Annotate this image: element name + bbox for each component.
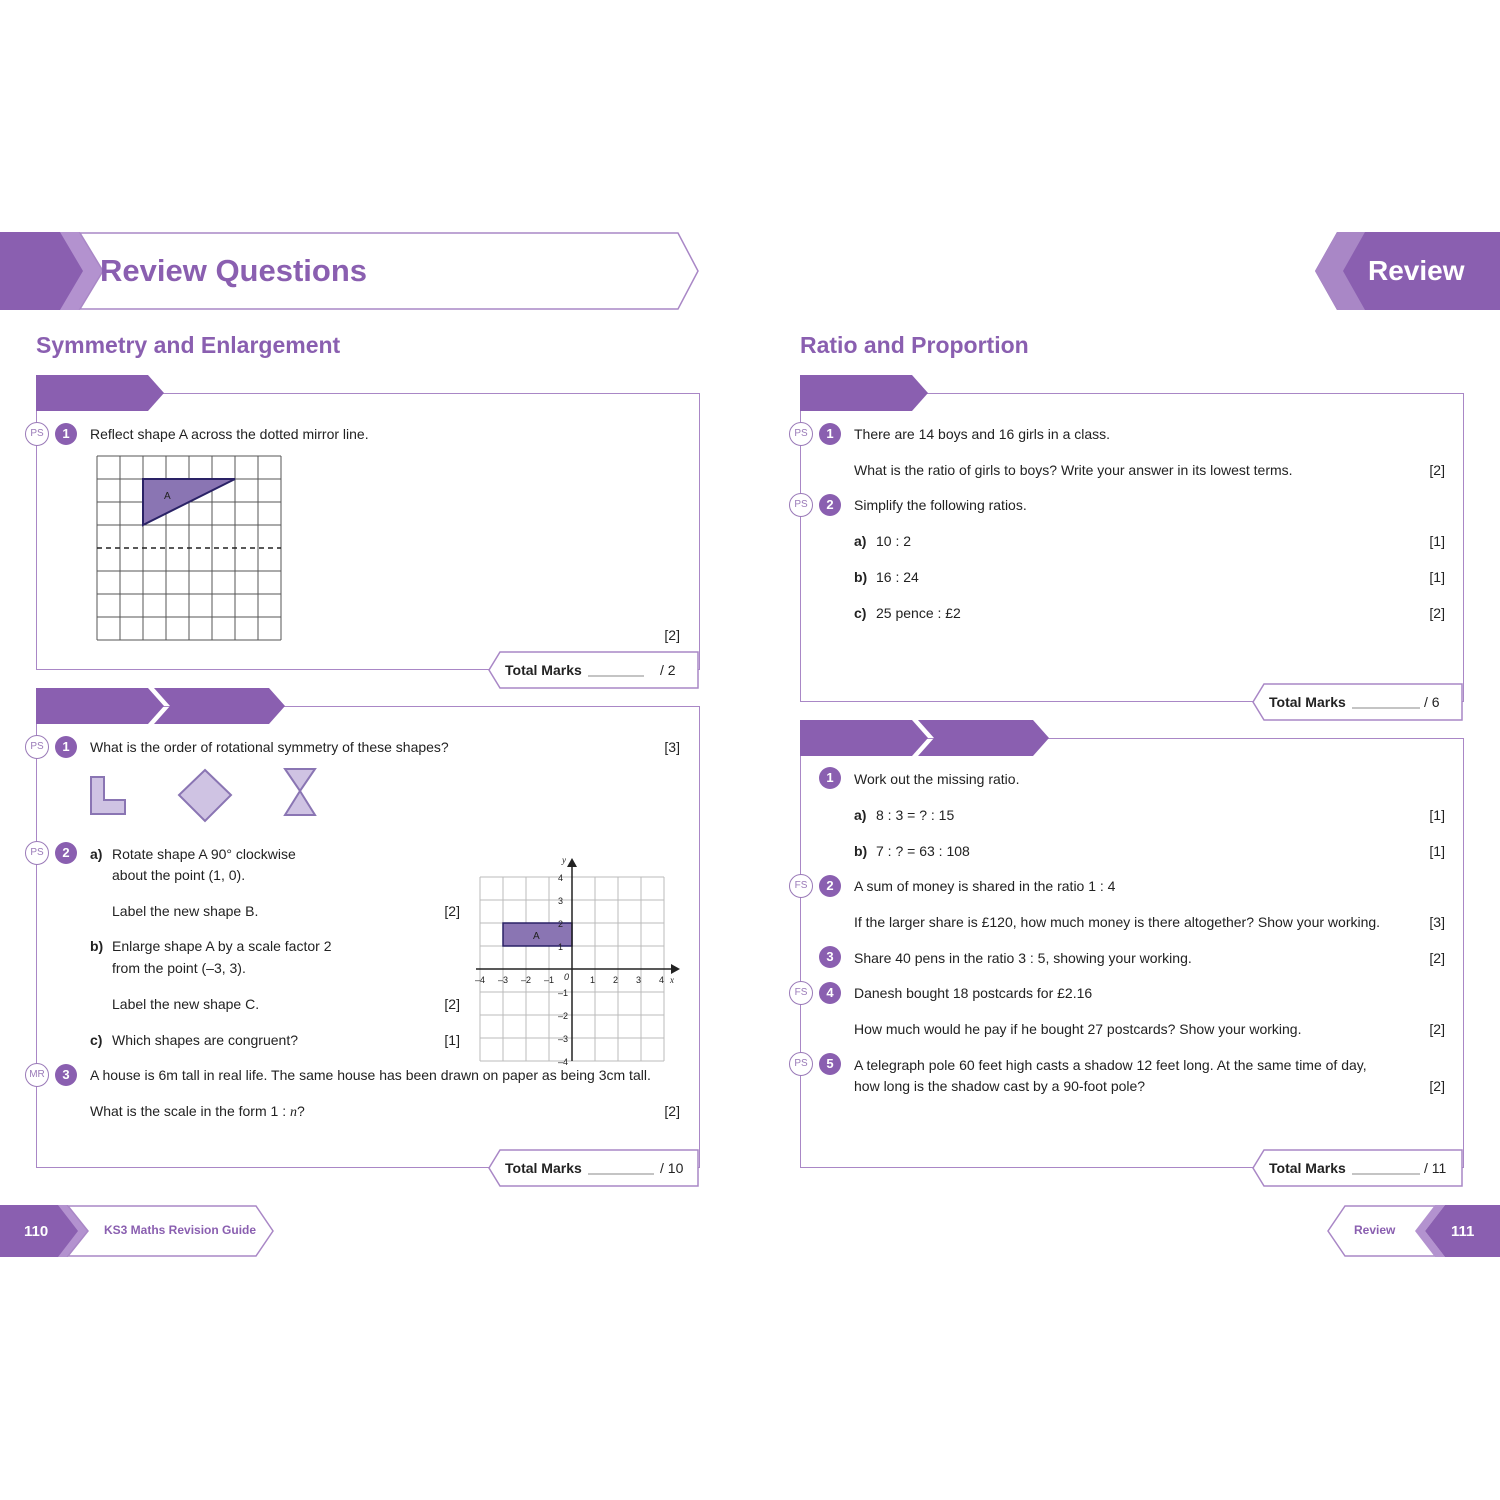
section-title-symmetry: Symmetry and Enlargement	[36, 332, 341, 358]
part-c-label: c)	[90, 1032, 103, 1048]
part-b-label: b)	[854, 569, 868, 585]
question-text: Danesh bought 18 postcards for £2.16	[854, 985, 1093, 1001]
total-marks-value: / 2	[660, 662, 676, 678]
question-text: Simplify the following ratios.	[854, 497, 1027, 513]
ps-tag: PS	[25, 735, 49, 759]
marks: [2]	[1429, 1078, 1445, 1094]
part-b-sub: Label the new shape C.	[112, 996, 260, 1012]
question-subtext: What is the ratio of girls to boys? Write your answer in its lowest terms.	[854, 462, 1293, 478]
question-number: 2	[819, 494, 841, 516]
y-tick-label: 3	[558, 896, 564, 906]
marks: [2]	[664, 627, 680, 643]
part-b-label: b)	[90, 938, 104, 954]
part-b-line1: Enlarge shape A by a scale factor 2	[112, 938, 332, 954]
fs-tag: FS	[789, 874, 813, 898]
marks: [2]	[1429, 1021, 1445, 1037]
question-text: Work out the missing ratio.	[854, 771, 1020, 787]
hourglass-shape	[283, 767, 323, 822]
y-axis-label: y	[562, 855, 566, 865]
x-tick-label: –1	[544, 975, 555, 985]
box-tab	[800, 720, 1055, 756]
part-c-text: 25 pence : £2	[876, 605, 961, 621]
x-tick-label: –2	[521, 975, 532, 985]
question-subtext	[90, 1103, 305, 1121]
y-tick-label: –1	[558, 988, 569, 998]
x-tick-label: 4	[659, 975, 665, 985]
part-b-line2: from the point (–3, 3).	[112, 960, 246, 976]
scale-question-suffix: ?	[296, 1103, 305, 1119]
mr-tag: MR	[25, 1063, 49, 1087]
marks: [1]	[1429, 807, 1445, 823]
shape-a-label: A	[533, 931, 540, 942]
ps-tag: PS	[789, 493, 813, 517]
ps-tag: PS	[25, 841, 49, 865]
question-number: 1	[819, 423, 841, 445]
diamond-shape	[176, 768, 236, 828]
part-b-text: 16 : 24	[876, 569, 919, 585]
page-title: Review Questions	[100, 253, 368, 288]
l-shape	[90, 776, 130, 821]
y-tick-label: –3	[558, 1034, 569, 1044]
review-header-title: Review	[1368, 255, 1465, 286]
fs-tag: FS	[789, 981, 813, 1005]
question-number: 4	[819, 982, 841, 1004]
y-tick-label: 2	[558, 919, 564, 929]
ps-tag: PS	[25, 422, 49, 446]
section-title-ratio: Ratio and Proportion	[800, 332, 1029, 358]
total-marks-label: Total Marks	[505, 662, 582, 678]
marks: [2]	[664, 1103, 680, 1119]
question-number: 1	[55, 423, 77, 445]
marks: [2]	[444, 996, 460, 1012]
y-tick-label: 4	[558, 873, 564, 883]
x-axis-label: x	[670, 975, 674, 985]
question-number: 2	[55, 842, 77, 864]
box-tab	[36, 375, 166, 411]
part-b-label: b)	[854, 843, 868, 859]
marks: [2]	[1429, 950, 1445, 966]
y-tick-label: –4	[558, 1057, 569, 1067]
total-marks-value: / 6	[1424, 694, 1440, 710]
part-b-text: 7 : ? = 63 : 108	[876, 843, 970, 859]
part-a-text: 10 : 2	[876, 533, 912, 549]
total-marks-value: / 11	[1424, 1160, 1447, 1176]
question-number: 2	[819, 875, 841, 897]
question-number: 1	[819, 767, 841, 789]
y-tick-label: 1	[558, 942, 564, 952]
question-number: 3	[55, 1064, 77, 1086]
marks: [2]	[444, 903, 460, 919]
page-number: 110	[24, 1223, 49, 1240]
marks: [2]	[1429, 605, 1445, 621]
marks: [3]	[1429, 914, 1445, 930]
x-tick-label: 1	[590, 975, 596, 985]
question-text-line1: A telegraph pole 60 feet high casts a shadow 12 feet long. At the same time of day,	[854, 1057, 1367, 1073]
ps-tag: PS	[789, 422, 813, 446]
question-text: There are 14 boys and 16 girls in a class.	[854, 426, 1111, 442]
question-subtext: If the larger share is £120, how much money is there altogether? Show your working.	[854, 914, 1381, 930]
origin-label: 0	[564, 972, 570, 982]
question-text: Reflect shape A across the dotted mirror line.	[90, 426, 369, 442]
total-marks-label: Total Marks	[505, 1160, 582, 1176]
x-tick-label: –3	[498, 975, 509, 985]
page-number: 111	[1451, 1223, 1475, 1240]
question-text: A house is 6m tall in real life. The same house has been drawn on paper as being 3cm tall.	[90, 1067, 651, 1083]
total-marks-label: Total Marks	[1269, 694, 1346, 710]
total-marks-value: / 10	[660, 1160, 684, 1176]
part-a-label: a)	[854, 533, 867, 549]
part-a-label: a)	[90, 846, 103, 862]
part-c-label: c)	[854, 605, 867, 621]
part-a-line1: Rotate shape A 90° clockwise	[112, 846, 296, 862]
scale-variable: n	[289, 1105, 297, 1120]
part-a-sub: Label the new shape B.	[112, 903, 259, 919]
box-tab	[800, 375, 930, 411]
marks: [1]	[1429, 843, 1445, 859]
footer-section-title: Review	[1354, 1223, 1396, 1237]
question-number: 5	[819, 1053, 841, 1075]
total-marks-label: Total Marks	[1269, 1160, 1346, 1176]
x-tick-label: –4	[475, 975, 486, 985]
part-a-text: 8 : 3 = ? : 15	[876, 807, 955, 823]
question-text: A sum of money is shared in the ratio 1 : 4	[854, 878, 1116, 894]
box-tab	[36, 688, 291, 724]
scale-question-text: What is the scale in the form 1 :	[90, 1103, 290, 1119]
question-number: 3	[819, 946, 841, 968]
y-tick-label: –2	[558, 1011, 569, 1021]
marks: [1]	[1429, 569, 1445, 585]
question-text: What is the order of rotational symmetry of these shapes?	[90, 739, 449, 755]
marks: [1]	[1429, 533, 1445, 549]
book-title: KS3 Maths Revision Guide	[104, 1223, 257, 1237]
marks: [3]	[664, 739, 680, 755]
reflection-grid	[97, 456, 287, 646]
coordinate-grid	[470, 855, 690, 1075]
question-text-line2: how long is the shadow cast by a 90-foot pole?	[854, 1078, 1146, 1094]
x-tick-label: 2	[613, 975, 619, 985]
part-a-line2: about the point (1, 0).	[112, 867, 246, 883]
question-number: 1	[55, 736, 77, 758]
marks: [2]	[1429, 462, 1445, 478]
part-c-text: Which shapes are congruent?	[112, 1032, 298, 1048]
ps-tag: PS	[789, 1052, 813, 1076]
question-text: Share 40 pens in the ratio 3 : 5, showing your working.	[854, 950, 1192, 966]
marks: [1]	[444, 1032, 460, 1048]
part-a-label: a)	[854, 807, 867, 823]
shape-a-label: A	[164, 491, 171, 502]
x-tick-label: 3	[636, 975, 642, 985]
question-subtext: How much would he pay if he bought 27 postcards? Show your working.	[854, 1021, 1302, 1037]
